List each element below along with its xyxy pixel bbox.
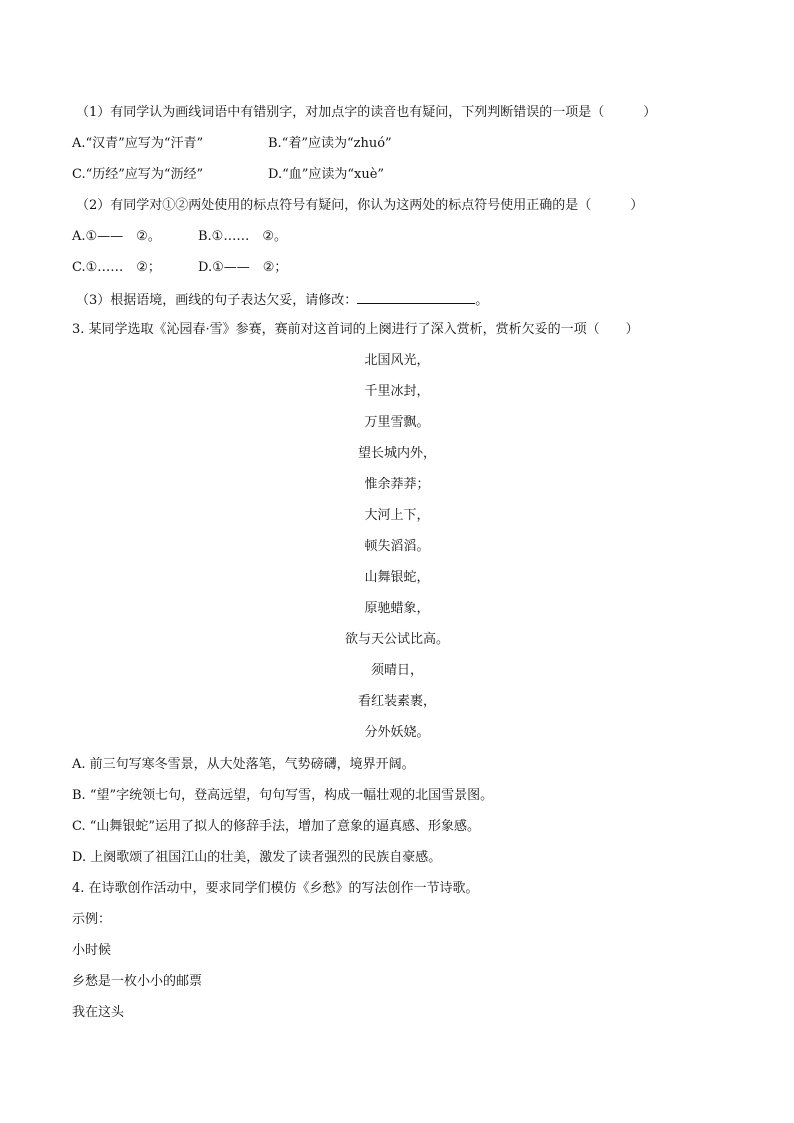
sub2-option-a[interactable]: A.①—— ②。 <box>72 229 161 244</box>
q4-stem: 4. 在诗歌创作活动中，要求同学们模仿《乡愁》的写法创作一节诗歌。 <box>72 881 479 896</box>
q3-option-b[interactable]: B. “望”字统领七句，登高远望，句句写雪，构成一幅壮观的北国雪景图。 <box>72 788 494 803</box>
poem-line: 千里冰封， <box>364 384 430 399</box>
sub1-option-b[interactable]: B.“着”应读为“zhuó” <box>268 136 392 151</box>
sub1-option-c[interactable]: C.“历经”应写为“沥经” <box>72 167 204 182</box>
q4-example-line: 乡愁是一枚小小的邮票 <box>72 974 203 989</box>
sub3-line <box>76 290 488 310</box>
q3-option-d[interactable]: D. 上阕歌颂了祖国江山的壮美，激发了读者强烈的民族自豪感。 <box>72 850 442 865</box>
poem-line: 分外妖娆。 <box>364 725 430 740</box>
poem-line: 望长城内外， <box>357 446 436 461</box>
sub1-stem: （1）有同学认为画线词语中有错别字，对加点字的读音也有疑问，下列判断错误的一项是（ ） <box>76 105 657 120</box>
sub1-option-a[interactable]: A.“汉青”应写为“汗青” <box>72 136 204 151</box>
poem-line: 惟余莽莽； <box>364 477 430 492</box>
poem-line: 大河上下， <box>364 508 430 523</box>
q3-stem: 3. 某同学选取《沁园春·雪》参赛，赛前对这首词的上阕进行了深入赏析，赏析欠妥的一项（ ） <box>72 322 639 337</box>
sub3-end: 。 <box>475 293 489 308</box>
q3-option-a[interactable]: A. 前三句写寒冬雪景，从大处落笔，气势磅礴，境界开阔。 <box>72 757 415 772</box>
sub1-option-d[interactable]: D.“血”应读为“xuè” <box>268 167 385 182</box>
poem-line: 欲与天公试比高。 <box>344 632 449 647</box>
sub2-option-d[interactable]: D.①—— ②； <box>198 260 288 275</box>
poem-line: 山舞银蛇， <box>364 570 430 585</box>
q3-option-c[interactable]: C. “山舞银蛇”运用了拟人的修辞手法，增加了意象的逼真感、形象感。 <box>72 819 481 834</box>
sub2-option-b[interactable]: B.①…… ②。 <box>198 229 287 244</box>
sub2-options-row1 <box>72 228 287 246</box>
q4-example-label: 示例： <box>72 912 112 927</box>
sub3-stem: （3）根据语境，画线的句子表达欠妥，请修改： <box>76 293 358 308</box>
q4-example-line: 我在这头 <box>72 1005 125 1020</box>
poem-line: 看红装素裹， <box>357 694 436 709</box>
poem-line: 顿失滔滔。 <box>364 539 430 554</box>
q4-example-line: 小时候 <box>72 943 112 958</box>
sub2-options-row2 <box>72 259 287 277</box>
poem-line: 北国风光， <box>364 353 430 368</box>
poem-line: 原驰蜡象， <box>364 601 430 616</box>
poem-line: 万里雪飘。 <box>364 415 430 430</box>
sub2-stem: （2）有同学对①②两处使用的标点符号有疑问，你认为这两处的标点符号使用正确的是（ ） <box>76 198 644 213</box>
poem-line: 须晴日， <box>370 663 423 678</box>
sub1-options-row2 <box>72 166 384 184</box>
sub3-answer-blank[interactable] <box>357 290 475 304</box>
sub1-options-row1 <box>72 135 392 153</box>
sub2-option-c[interactable]: C.①…… ②； <box>72 260 161 275</box>
